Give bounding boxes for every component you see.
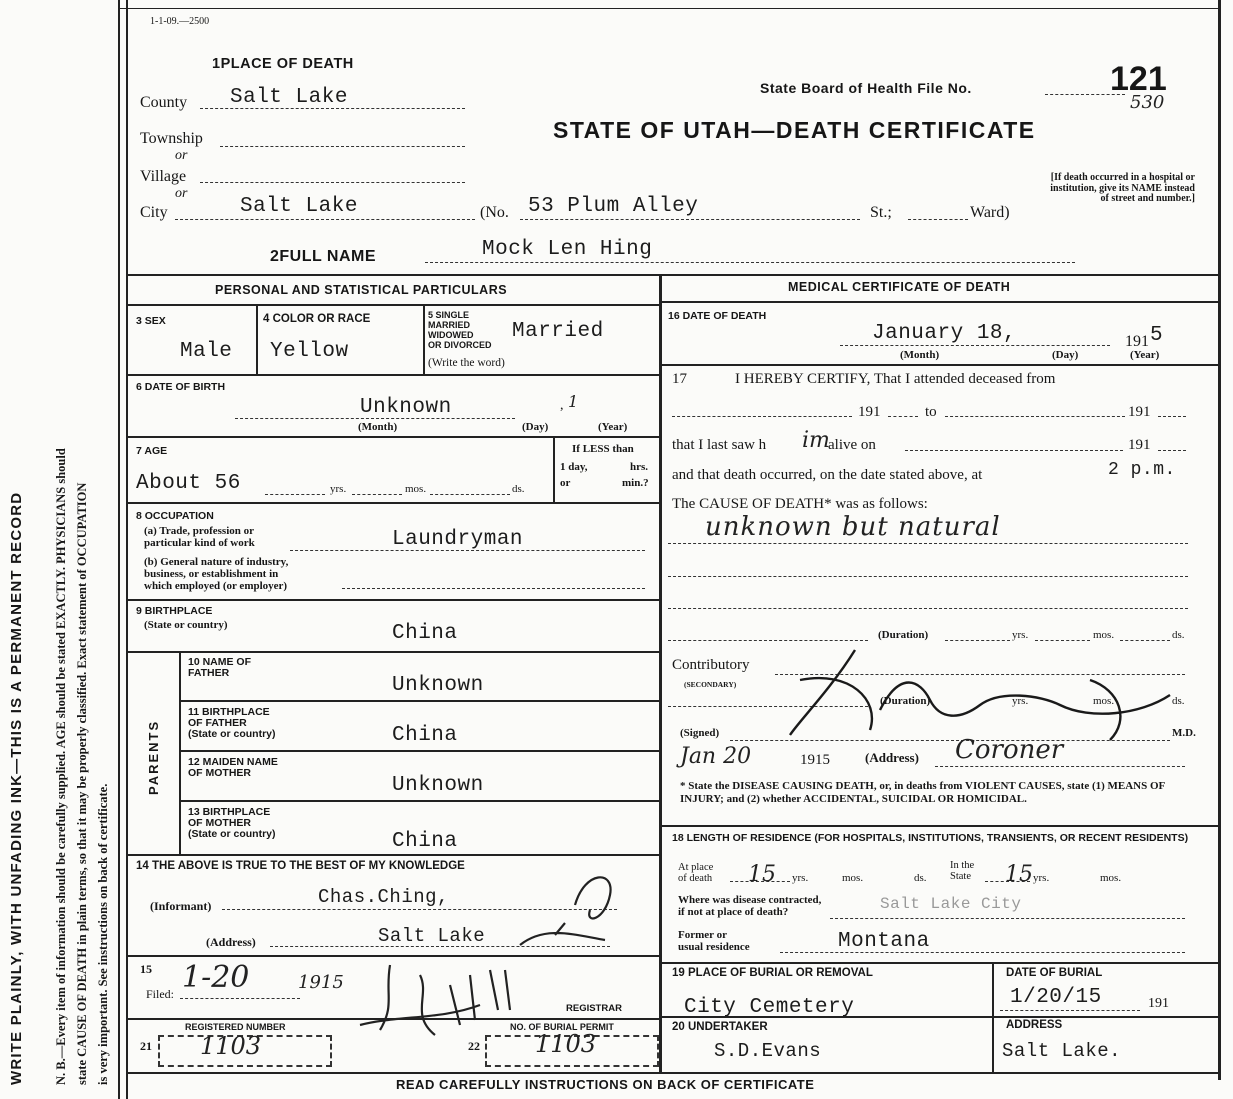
marital-label: 5 SINGLE MARRIED WIDOWED OR DIVORCED [428,310,492,350]
signed-address-line [935,766,1185,767]
informant-value: Chas.Ching, [318,886,449,908]
residence-top-line [659,825,1218,827]
city-line [175,219,475,220]
place-of-death-heading: 1PLACE OF DEATH [212,56,354,72]
from-year-line [888,416,918,417]
hospital-note: [If death occurred in a hospital or institution, give its NAME instead of street and number.] [1050,172,1195,204]
duration-label-2: (Duration) [880,695,931,707]
race-label: 4 COLOR OR RACE [263,313,371,325]
min-label: min.? [622,477,649,489]
dob-month-label: (Month) [358,421,398,433]
form-right-border [1218,0,1221,1080]
parents-divider [179,651,181,854]
attended-from-line [672,416,852,417]
age-yrs-label: yrs. [330,483,347,495]
row-line-5 [128,651,659,653]
attended-to-line [945,416,1125,417]
signed-year: 1915 [800,752,830,768]
mother-birthplace-value: China [392,830,458,853]
street-no-label: (No. [480,204,509,221]
res-place-yrs: 15 [748,862,776,887]
res-state-mos-label: mos. [1100,872,1122,884]
or-label-1: or [175,148,188,163]
occupation-a-label: (a) Trade, profession or particular kind of work [144,525,255,549]
page-left-edge [118,0,120,1099]
res-state-yrs: 15 [1005,862,1033,887]
secondary-label: (SECONDARY) [684,680,737,689]
age-value: About 56 [136,472,241,495]
duration-label: (Duration) [878,629,929,641]
street-value: 53 Plum Alley [528,195,699,218]
mother-name-label: 12 MAIDEN NAME OF MOTHER [188,756,278,779]
date-of-death-line [840,345,1110,346]
age-mos-label: mos. [405,483,427,495]
registered-number-label: REGISTERED NUMBER [185,1022,286,1032]
date-of-death-label: 16 DATE OF DEATH [668,310,767,322]
death-year-prefix: 191 [1125,333,1149,350]
birthplace-value: China [392,622,458,645]
informant-signature-mark [515,865,645,950]
filed-label: Filed: [146,987,175,1001]
res-state-yrs-label: yrs. [1033,872,1050,884]
sex-value: Male [180,340,233,363]
duration-mos-2: mos. [1093,695,1115,707]
age-label: 7 AGE [136,445,168,457]
mother-birthplace-label: 13 BIRTHPLACE OF MOTHER (State or country) [188,806,276,840]
cause-line-2 [668,576,1188,577]
contracted-label: Where was disease contracted, if not at place of death? [678,894,822,918]
row-line-6 [179,700,659,702]
registered-no: 21 [140,1039,152,1053]
burial-year-label: 191 [1148,996,1169,1011]
city-value: Salt Lake [240,195,358,218]
filed-number: 15 [140,962,152,976]
registrar-label: REGISTRAR [566,1003,622,1014]
dob-year-label: (Year) [598,421,628,433]
burial-top-line [659,962,1218,964]
duration-yrs: yrs. [1012,629,1029,641]
date-of-death-value: January 18, [872,322,1017,345]
residence-label: 18 LENGTH OF RESIDENCE (FOR HOSPITALS, INSTITUTIONS, TRANSIENTS, OR RECENT RESIDENTS) [672,832,1189,844]
last-saw-text: that I last saw h [672,437,767,453]
age-yrs-line [265,494,325,495]
burial-place-value: City Cemetery [684,996,855,1019]
full-name-value: Mock Len Hing [482,238,653,261]
signed-address-value: Coroner [955,735,1064,765]
burial-date-label: DATE OF BURIAL [1006,967,1103,979]
certify-text: I HEREBY CERTIFY, That I attended deceased from [735,371,1056,387]
row-line-9 [128,854,659,856]
or-label-2: or [175,186,188,201]
full-name-label: 2FULL NAME [270,248,377,265]
father-birthplace-label: 11 BIRTHPLACE OF FATHER (State or country) [188,706,276,740]
occupation-value: Laundryman [392,528,524,551]
signed-date: Jan 20 [680,744,752,769]
last-saw-him: im [802,428,830,453]
duration-ds-2: ds. [1172,695,1185,707]
duration-yrs-2: yrs. [1012,695,1029,707]
to-label: to [925,404,937,420]
county-value: Salt Lake [230,86,348,109]
undertaker-label: 20 UNDERTAKER [672,1021,768,1033]
informant-label: (Informant) [150,899,212,913]
alive-on-line [905,450,1123,451]
age-divider [553,436,555,502]
medical-header-line [659,301,1218,303]
top-edge [120,8,1220,9]
ward-label: Ward) [970,204,1010,221]
signed-label: (Signed) [680,727,720,739]
age-mos-line [352,494,402,495]
death-time: 2 p.m. [1108,460,1176,480]
true-statement-label: 14 THE ABOVE IS TRUE TO THE BEST OF MY KNOWLEDGE [136,860,465,872]
alive-year: 191 [1128,437,1151,453]
filed-date: 1-20 [182,960,250,995]
undertaker-value: S.D.Evans [714,1040,822,1062]
contracted-line [830,918,1185,919]
center-divider [659,274,662,1074]
occurred-text: and that death occurred, on the date stated above, at [672,467,983,483]
personal-header-line [128,304,659,306]
dob-label: 6 DATE OF BIRTH [136,381,226,393]
cause-footnote: * State the DISEASE CAUSING DEATH, or, in deaths from VIOLENT CAUSES, state (1) MEANS OF INJURY; and (2) whether ACCIDENTAL, SUICIDAL OR HOMICIDAL. [680,780,1165,805]
township-label: Township [140,130,203,147]
former-residence-label: Former or usual residence [678,929,750,953]
alive-year-line [1158,450,1186,451]
death-year-label: (Year) [1130,349,1160,361]
file-number-handwritten: 530 [1130,92,1165,113]
form-left-border [126,0,128,1099]
alive-on-text: alive on [828,437,876,453]
certificate-title: STATE OF UTAH—DEATH CERTIFICATE [553,117,1036,143]
dob-day-label: (Day) [522,421,549,433]
st-label: St.; [870,204,892,221]
marital-note: (Write the word) [428,357,505,369]
row-line-4 [128,599,659,601]
dob-year: 1 [568,392,579,411]
to-year-line [1158,416,1186,417]
occupation-b-label: (b) General nature of industry, business, or establishment in which employed (or employer) [144,556,289,592]
medical-row-line [659,364,1218,366]
row-line-2 [128,436,659,438]
marital-value: Married [512,320,604,343]
margin-note-1: N. B.—Every item of information should be carefully supplied. AGE should be stated EXACTLY. PHYSICIANS should [54,448,68,1085]
margin-warning: WRITE PLAINLY, WITH UNFADING INK—THIS IS A PERMANENT RECORD [8,491,25,1085]
in-state-label: In the State [950,860,975,882]
cause-label: The CAUSE OF DEATH* was as follows: [672,496,928,512]
hrs-label: hrs. [630,461,649,473]
employer-line [342,588,645,589]
grid-bottom-line [128,1072,1218,1074]
race-value: Yellow [270,340,349,363]
birthplace-sub: (State or country) [144,619,228,631]
burial-permit-value: 1103 [535,1030,597,1058]
duration-ds: ds. [1172,629,1185,641]
full-name-line [425,262,1075,263]
informant-address-label: (Address) [206,935,256,949]
grid-top-line [128,274,1218,276]
cause-line-1 [668,543,1188,544]
file-number-label: State Board of Health File No. [760,80,972,96]
row-line-3 [128,502,659,504]
age-ds-label: ds. [512,483,525,495]
dob-comma: , [560,398,564,413]
filed-year: 1915 [298,972,344,993]
burial-date-value: 1/20/15 [1010,986,1102,1009]
county-label: County [140,94,188,111]
cause-value: unknown but natural [705,512,1001,542]
father-birthplace-value: China [392,724,458,747]
village-label: Village [140,168,187,185]
contracted-value: Salt Lake City [880,895,1022,913]
less-than-label: If LESS than [572,443,634,455]
res-place-yrs-label: yrs. [792,872,809,884]
or-label: or [560,477,571,489]
father-name-value: Unknown [392,674,484,697]
occupation-label: 8 OCCUPATION [136,510,214,522]
one-day-label: 1 day, [560,461,588,473]
margin-note-3: is very important. See instructions on back of certificate. [96,783,110,1085]
md-label: M.D. [1172,727,1196,739]
age-ds-line [430,494,510,495]
row-line-8 [179,800,659,802]
village-line [200,182,465,183]
duration-mos: mos. [1093,629,1115,641]
row-line-11 [128,1018,659,1020]
father-name-label: 10 NAME OF FATHER [188,656,252,679]
margin-note-2: state CAUSE OF DEATH in plain terms, so that it may be properly classified. Exact statement of OCCUPATION [75,482,89,1085]
footer-instructions: READ CAREFULLY INSTRUCTIONS ON BACK OF CERTIFICATE [396,1077,815,1092]
death-day-label: (Day) [1052,349,1079,361]
res-place-mos-label: mos. [842,872,864,884]
row-line-1 [128,374,659,376]
street-line [520,219,860,220]
medical-header: MEDICAL CERTIFICATE OF DEATH [788,280,1011,294]
from-year: 191 [858,404,881,420]
birthplace-label: 9 BIRTHPLACE [136,605,213,617]
sex-label: 3 SEX [136,315,166,327]
personal-header: PERSONAL AND STATISTICAL PARTICULARS [215,283,508,297]
city-label: City [140,204,168,221]
form-number: 1-1-09.—2500 [150,16,210,27]
physician-signature-mark [760,640,1180,750]
permit-no: 22 [468,1039,480,1053]
dob-value: Unknown [360,396,452,419]
former-residence-value: Montana [838,930,930,953]
burial-place-label: 19 PLACE OF BURIAL OR REMOVAL [672,967,873,979]
death-year-digit: 5 [1150,324,1164,347]
cause-line-3 [668,608,1188,609]
item-17: 17 [672,371,687,387]
res-place-ds-label: ds. [914,872,927,884]
registered-number-value: 1103 [200,1032,262,1060]
township-line [220,146,465,147]
sex-divider [256,304,258,374]
informant-address-value: Salt Lake [378,925,486,947]
contributory-label: Contributory [672,657,750,673]
parents-label: PARENTS [146,719,161,795]
mother-name-value: Unknown [392,774,484,797]
file-number: 121 [1110,60,1167,98]
filed-line [180,998,300,999]
undertaker-address-value: Salt Lake. [1002,1040,1122,1062]
undertaker-top-line [659,1016,1218,1018]
burial-date-line [1000,1010,1140,1011]
to-year: 191 [1128,404,1151,420]
death-month-label: (Month) [900,349,940,361]
signed-address-label: (Address) [865,750,919,765]
at-place-label: At place of death [678,862,714,884]
undertaker-address-label: ADDRESS [1006,1019,1063,1031]
row-line-7 [179,750,659,752]
race-divider [423,304,425,374]
burial-permit-label: NO. OF BURIAL PERMIT [510,1022,614,1032]
ward-line [908,219,968,220]
